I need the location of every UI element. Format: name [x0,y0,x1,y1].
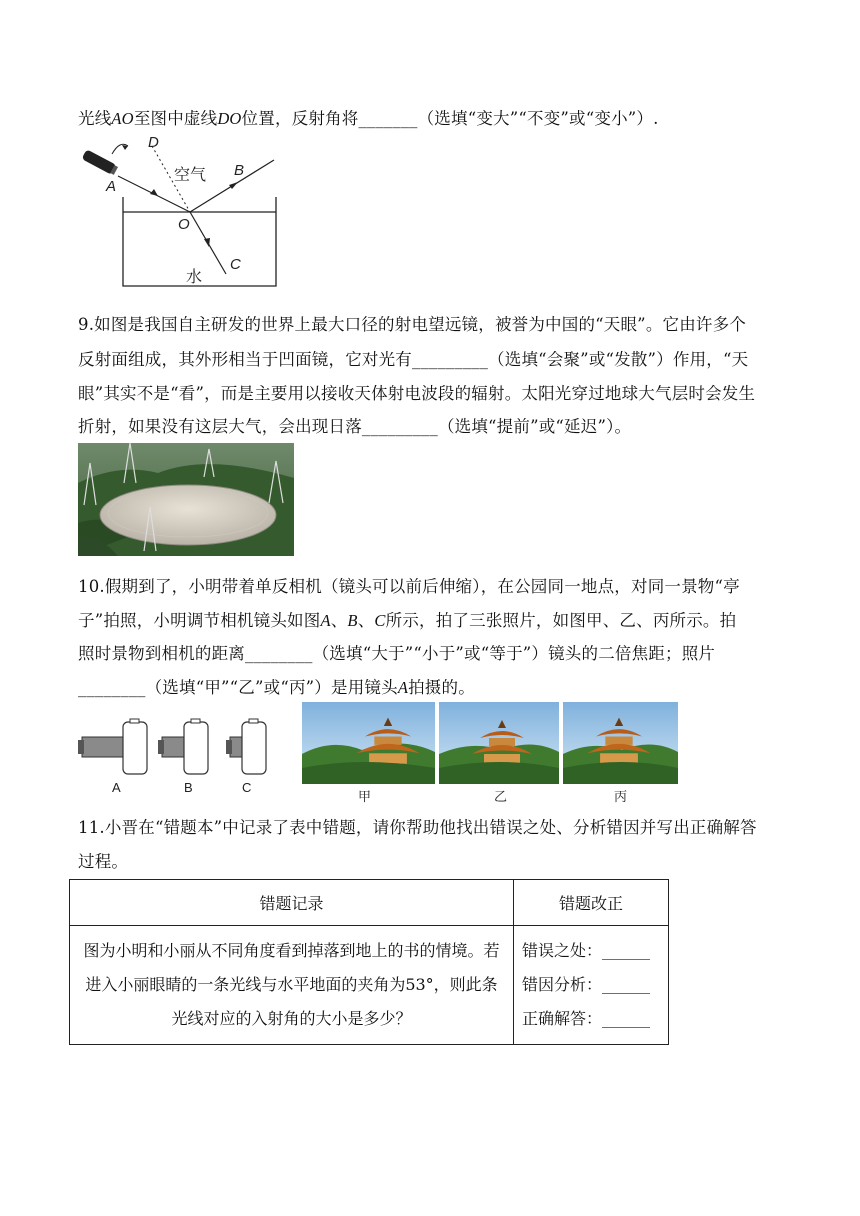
table-header-fix: 错题改正 [514,880,669,926]
pavilion-photos [302,702,678,802]
q9-line-1: 9.如图是我国自主研发的世界上最大口径的射电望远镜，被誉为中国的“天眼”。它由许多个 [78,315,747,334]
camera-label-a: A [112,780,121,795]
label-o: O [178,216,190,233]
label-d: D [148,134,159,151]
camera-lens-diagrams [78,716,278,798]
fix-error-cause: 错因分析：______ [522,975,651,994]
q10-line-2: 子”拍照，小明调节相机镜头如图A、B、C所示，拍了三张照片，如图甲、乙、丙所示。拍 [78,611,737,630]
error-correction-table [69,879,669,1045]
q10-line-1: 10.假期到了，小明带着单反相机（镜头可以前后伸缩），在公园同一地点，对同一景物“亭 [78,577,740,596]
photo-label-yi: 乙 [494,789,508,804]
q8-text-line: 光线AO至图中虚线DO位置，反射角将_______（选填“变大”“不变”或“变小”）. [78,109,659,128]
camera-label-b: B [184,780,193,795]
q10-line-3: 照时景物到相机的距离________（选填“大于”“小于”或“等于”）镜头的二倍焦距；照片 [78,644,716,663]
label-a: A [106,178,117,195]
table-fix-cell [514,926,669,1045]
q9-line-3: 眼”其实不是“看”，而是主要用以接收天体射电波段的辐射。太阳光穿过地球大气层时会发生 [78,384,756,403]
label-water: 水 [186,269,203,286]
label-air: 空气 [174,167,207,184]
reflection-diagram [78,134,278,294]
label-c: C [230,256,241,273]
q11-line-2: 过程。 [78,852,129,871]
table-record-cell [70,926,514,1045]
q10-line-4: ________（选填“甲”“乙”或“丙”）是用镜头A拍摄的。 [78,678,475,697]
fix-error-location: 错误之处：______ [522,941,651,960]
table-header-record: 错题记录 [70,880,514,926]
camera-label-c: C [242,780,252,795]
fix-correct-solution: 正确解答：______ [522,1009,651,1028]
label-b: B [234,162,245,179]
photo-label-bing: 丙 [614,789,628,804]
q9-line-2: 反射面组成，其外形相当于凹面镜，它对光有_________（选填“会聚”或“发散”）作用，“天 [78,350,749,369]
q11-line-1: 11.小晋在“错题本”中记录了表中错题，请你帮助他找出错误之处、分析错因并写出正确解答 [78,818,757,837]
photo-label-jia: 甲 [358,789,372,804]
q9-line-4: 折射，如果没有这层大气，会出现日落_________（选填“提前”或“延迟”）。 [78,417,632,436]
record-text: 图为小明和小丽从不同角度看到掉落到地上的书的情境。若进入小丽眼睛的一条光线与水平地面的夹角为53°，则此条光线对应的入射角的大小是多少？ [83,941,500,1028]
telescope-photo [78,443,294,556]
